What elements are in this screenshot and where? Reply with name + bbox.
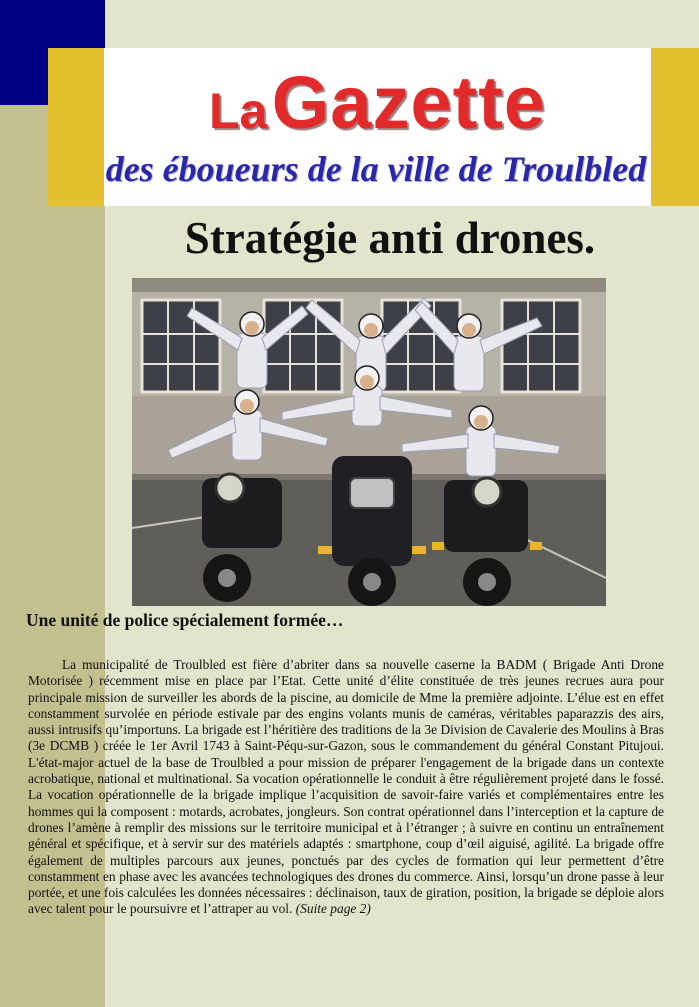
masthead-title — [104, 60, 651, 145]
top-band — [105, 0, 699, 48]
masthead — [104, 48, 651, 206]
masthead-subtitle: des éboueurs de la ville de Troulbled — [105, 149, 647, 189]
masthead-title-gazette: Gazette — [271, 61, 547, 144]
article-body-text: La municipalité de Troulbled est fière d’abriter dans sa nouvelle caserne la BADM ( Brigade Anti Drone Motorisée ) récemment mise en place par l’Etat. Cette unité d’élite constituée de très jeunes recrues aura pour principale mission de surveiller les abords de la piscine, au domicile de Mme la première adjointe. L’élue est en effet constamment survolée en période estivale par des engins volants munis de caméras, véritables paparazzis des airs, aussi intrusifs qu’importuns. La brigade est l’héritière des traditions de la 3e Division de Cavalerie des Moulins à Bras (3e DCMB ) créée le 1er Avril 1743 à Saint-Péqu-sur-Gazon, sous le commandement du général Constant Pitujoui. L'état-major actuel de la base de Troulbled a pour mission de préparer l'engagement de la brigade dans un contexte acrobatique, national et multinational. Sa vocation opérationnelle le conduit à être régulièrement projeté dans le fossé. La vocation opérationnelle de la brigade implique l’acquisition de savoir-faire variés et complémentaires entre les hommes qui la composent : motards, acrobates, jongleurs. Son contrat opérationnel dans l’interception et la capture de drones l’amène à remplir des missions sur le territoire municipal et à l’étranger ; à suivre en continu un entraînement général et spécifique, et à servir sur des matériels adaptés : smartphone, coup d’œil aiguisé, agilité. La brigade offre également de multiples parcours aux jeunes, ponctués par des cycles de formation qui leur permettent d’être constamment en phase avec les avancées technologiques des drones du commerce. Ainsi, lorsqu’un drone passe à leur portée, et une fois calculées les données nécessaires : déclinaison, taux de giration, position, la brigade se déploie alors avec talent pour le poursuivre et l’attraper au vol. — [28, 657, 664, 917]
continuation-note: (Suite page 2) — [295, 901, 371, 917]
article-headline: Stratégie anti drones. — [184, 213, 596, 263]
masthead-title-la: La — [208, 83, 268, 139]
motorcycle-acrobatics-photo — [132, 278, 606, 606]
article-subheading: Une unité de police spécialement formée… — [26, 610, 344, 630]
article-body — [28, 657, 664, 918]
